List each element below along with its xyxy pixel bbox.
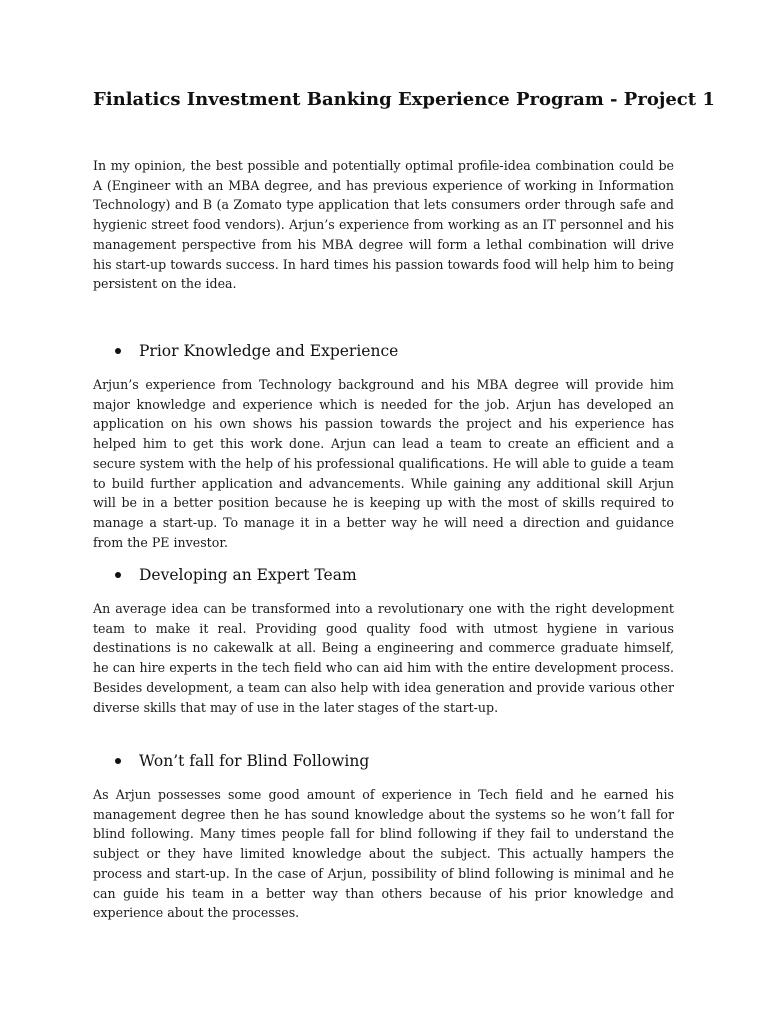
- intro-paragraph: In my opinion, the best possible and potentially optimal profile-idea combination could be A (Engineer with an MBA degree, and has previous experience of working in Information Technology) and B (a Zomato type application that lets consumers order through safe and hygienic street food vendors). Arjun’s experience from working as an IT personnel and his management perspective from his MBA degree will form a lethal combination will drive his start-up towards success. In hard times his passion towards food will help him to being persistent on the idea.: [93, 158, 674, 292]
- bullet-icon: [115, 348, 121, 354]
- bullet-icon: [115, 758, 121, 764]
- section-heading-prior-knowledge: [115, 339, 398, 363]
- section-heading-blind-following: [115, 749, 369, 773]
- bullet-icon: [115, 572, 121, 578]
- section-paragraph-blind-following: As Arjun possesses some good amount of experience in Tech field and he earned his management degree then he has sound knowledge about the systems so he won’t fall for blind following. Many times people fall for blind following if they fail to understand the subject or they have limited knowledge about the subject. This actually hampers the process and start-up. In the case of Arjun, possibility of blind following is minimal and he can guide his team in a better way than others because of his prior knowledge and experience about the processes.: [93, 787, 674, 921]
- section-heading-text: Prior Knowledge and Experience: [139, 342, 399, 360]
- section-heading-text: Developing an Expert Team: [139, 566, 357, 584]
- section-paragraph-expert-team: An average idea can be transformed into a revolutionary one with the right development team to make it real. Providing good quality food with utmost hygiene in various destinations is no cakewalk at all. Being a engineering and commerce graduate himself, he can hire experts in the tech field who can aid him with the entire development process. Besides development, a team can also help with idea generation and provide various other diverse skills that may of use in the later stages of the start-up.: [93, 601, 674, 715]
- document-title: Finlatics Investment Banking Experience Program - Project 1: [93, 89, 715, 110]
- section-heading-text: Won’t fall for Blind Following: [139, 752, 370, 770]
- section-paragraph-prior-knowledge: Arjun’s experience from Technology background and his MBA degree will provide him major knowledge and experience which is needed for the job. Arjun has developed an application on his own shows his passion towards the project and his experience has helped him to get this work done. Arjun can lead a team to create an efficient and a secure system with the help of his professional qualifications. He will able to guide a team to build further application and advancements. While gaining any additional skill Arjun will be in a better position because he is keeping up with the most of skills required to manage a start-up. To manage it in a better way he will need a direction and guidance from the PE investor.: [93, 377, 674, 550]
- section-heading-expert-team: [115, 563, 357, 587]
